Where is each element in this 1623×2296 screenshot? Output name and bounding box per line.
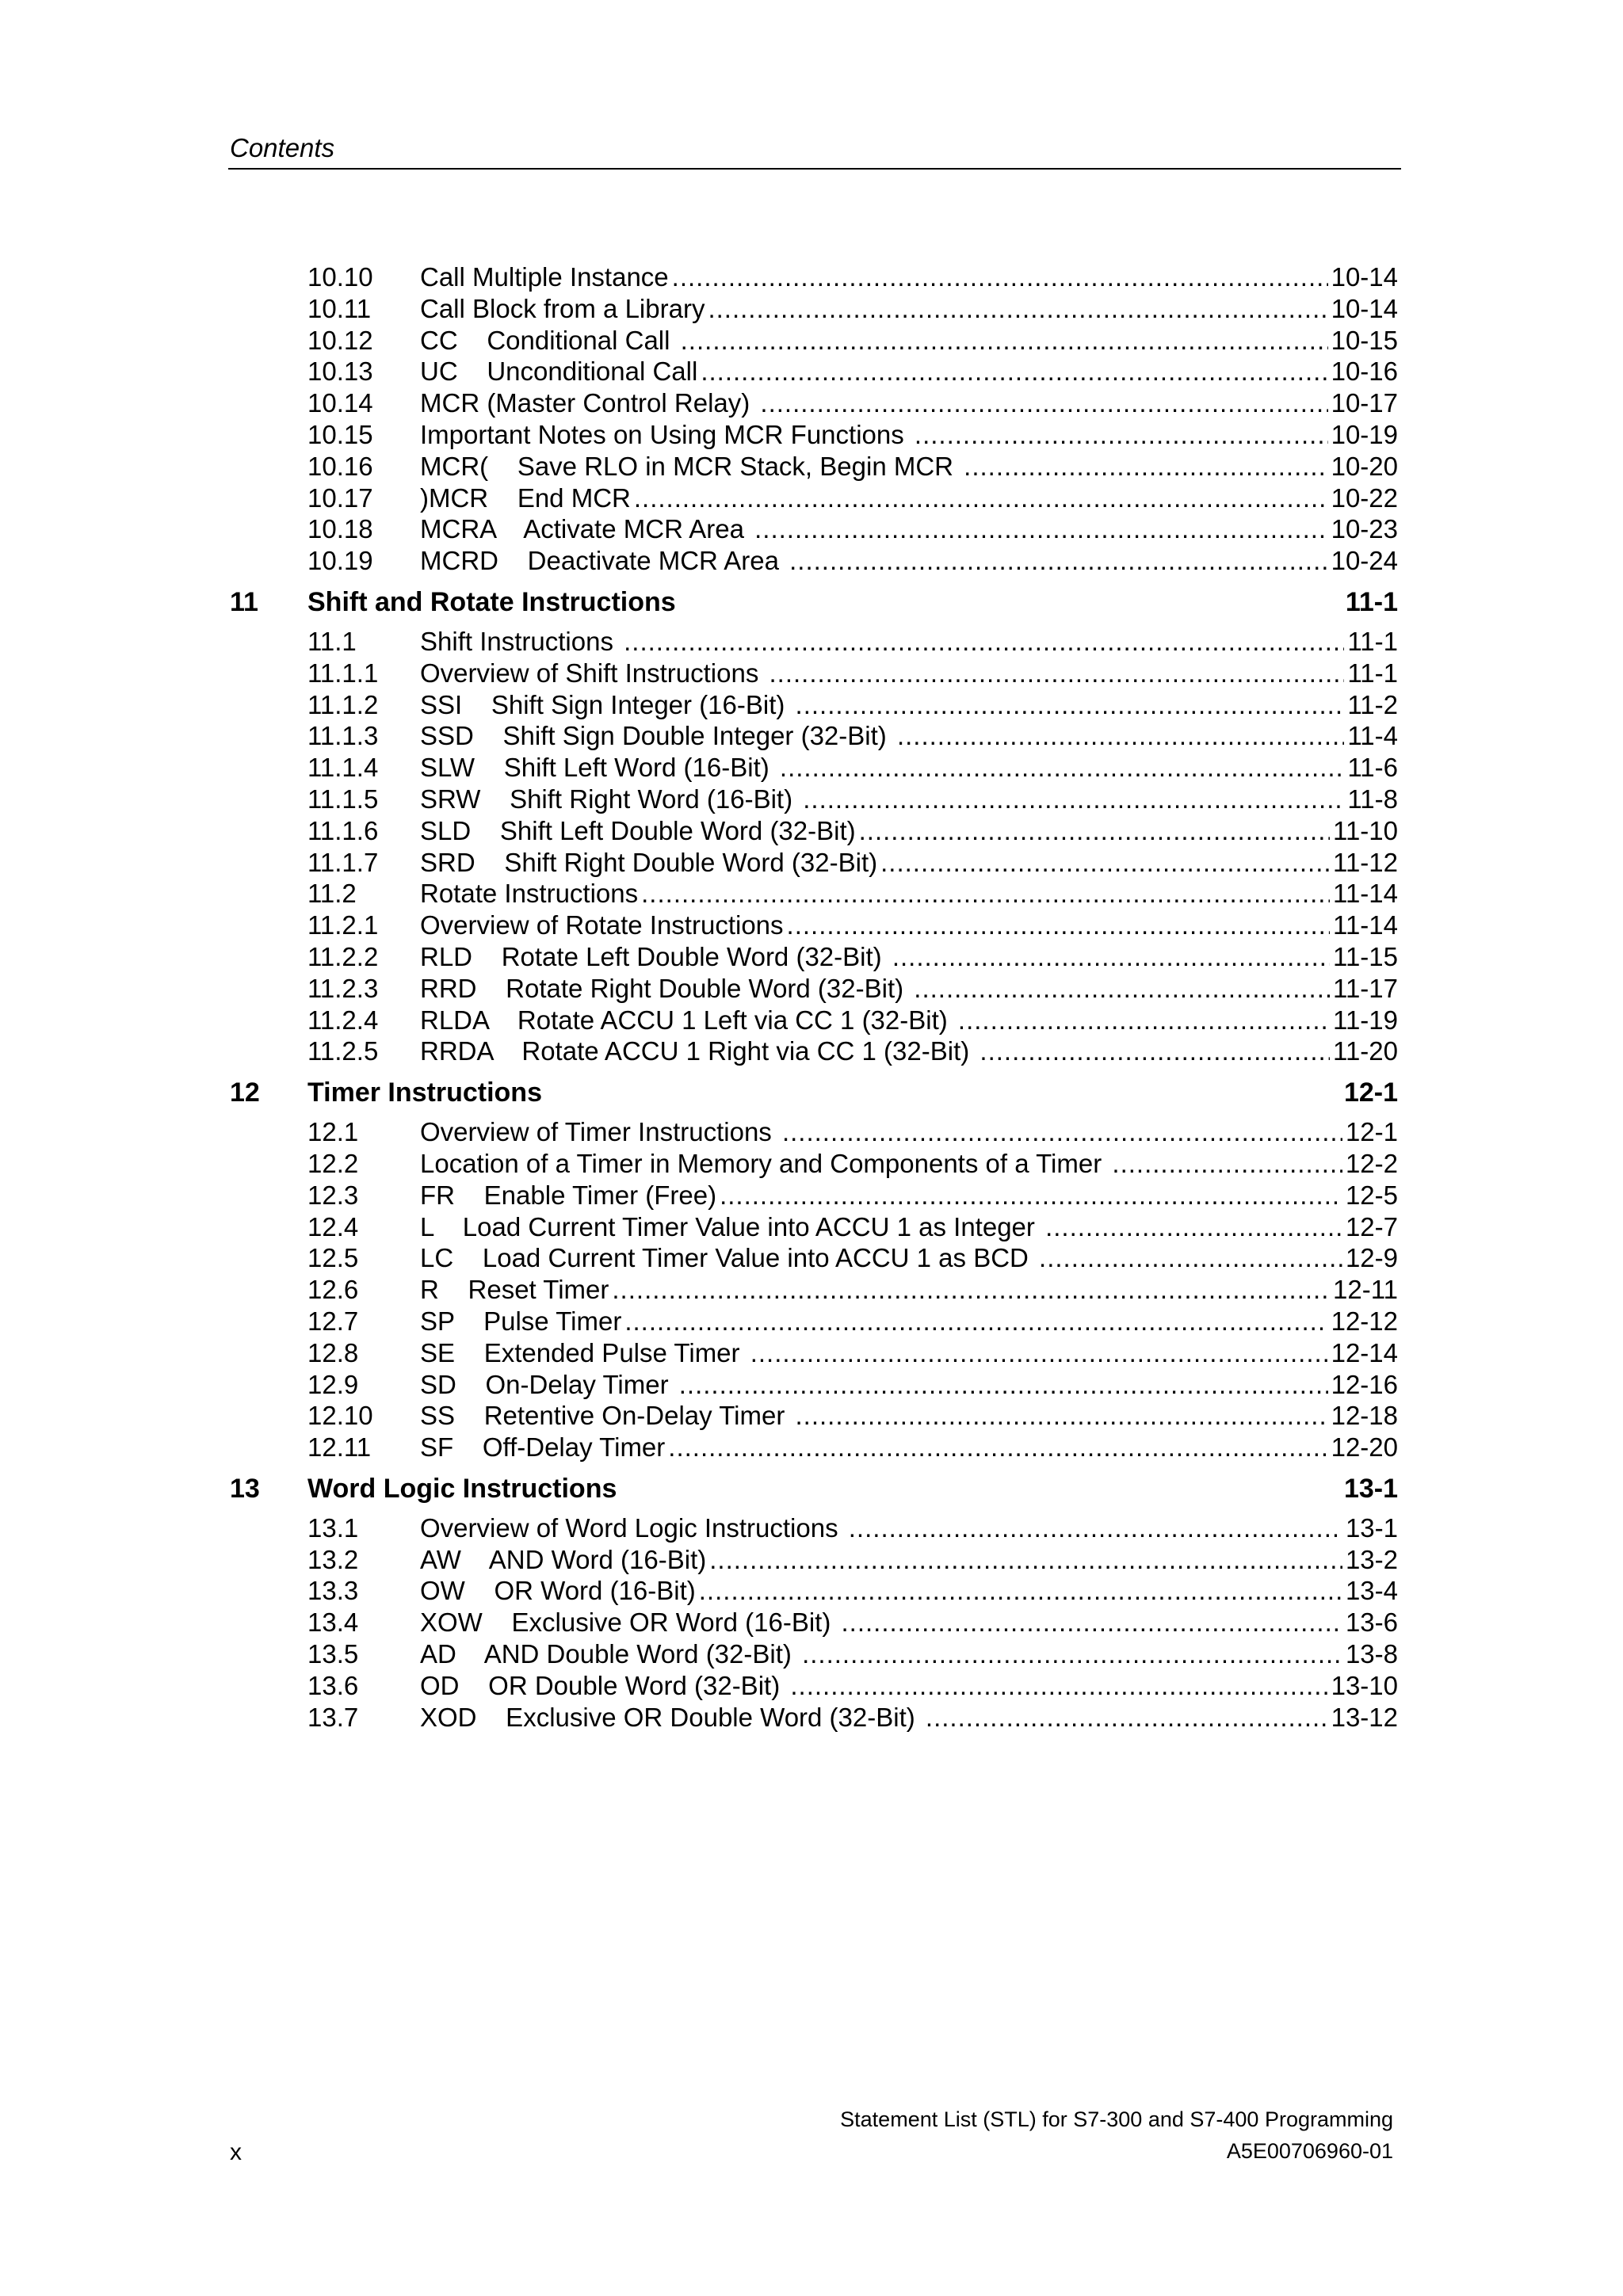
- dot-leader: [790, 1670, 1327, 1702]
- toc-entry-number: 11.1.2: [307, 689, 379, 719]
- toc-entry-page: 13-10: [1331, 1670, 1398, 1700]
- toc-entry-page: 11-8: [1347, 784, 1398, 814]
- toc-entry-number: 11.2.4: [307, 1005, 379, 1035]
- toc-entry-page: 10-15: [1331, 325, 1398, 355]
- toc-entry[interactable]: [230, 1306, 1398, 1337]
- toc-entry-title: LC Load Current Timer Value into ACCU 1 as BCD: [420, 1243, 1037, 1273]
- toc-entry-number: 11.2.3: [307, 973, 379, 1003]
- dot-leader: [958, 1005, 1330, 1036]
- toc-entry-title: MCRA Activate MCR Area: [420, 514, 752, 544]
- toc-entry-title: SS Retentive On-Delay Timer: [420, 1401, 792, 1431]
- toc-entry[interactable]: [230, 451, 1398, 482]
- dot-leader: [926, 1702, 1328, 1733]
- toc-entry-title: R Reset Timer: [420, 1275, 609, 1305]
- dot-leader: [964, 451, 1327, 482]
- toc-entry-number: 12.5: [307, 1243, 359, 1273]
- dot-leader: [1112, 1148, 1342, 1180]
- toc-entry[interactable]: [230, 293, 1398, 325]
- toc-entry-page: 11-20: [1333, 1036, 1398, 1066]
- dot-leader: [859, 815, 1330, 847]
- dot-leader: [760, 387, 1327, 419]
- toc-entry-page: 11-15: [1333, 941, 1398, 971]
- toc-entry-number: 10.13: [307, 357, 373, 387]
- toc-entry-number: 11.1.3: [307, 721, 379, 751]
- toc-entry[interactable]: [230, 1544, 1398, 1576]
- dot-leader: [754, 513, 1327, 545]
- toc-entry-page: 11-12: [1333, 847, 1398, 877]
- toc-entry-title: CC Conditional Call: [420, 325, 678, 355]
- toc-entry[interactable]: [230, 1670, 1398, 1702]
- toc-entry-number: 12.2: [307, 1148, 359, 1178]
- dot-leader: [803, 784, 1344, 815]
- chapter-page: 11-1: [1345, 586, 1398, 617]
- dot-leader: [796, 689, 1345, 721]
- toc-entry-number: 11.2.1: [307, 910, 379, 940]
- toc-entry-number: 13.2: [307, 1544, 359, 1574]
- dot-leader: [612, 1274, 1330, 1306]
- toc-entry-title: RLDA Rotate ACCU 1 Left via CC 1 (32-Bit): [420, 1005, 955, 1035]
- toc-entry[interactable]: [230, 1180, 1398, 1211]
- toc-entry-title: Rotate Instructions: [420, 879, 639, 909]
- toc-entry-title: MCRD Deactivate MCR Area: [420, 546, 787, 576]
- toc-entry-page: 12-12: [1331, 1306, 1398, 1336]
- dot-leader: [624, 626, 1344, 658]
- toc-entry-number: 10.12: [307, 325, 373, 355]
- toc-entry-page: 11-19: [1333, 1005, 1398, 1035]
- page-number: x: [230, 2139, 242, 2165]
- dot-leader: [897, 720, 1344, 752]
- toc-entry[interactable]: [230, 513, 1398, 545]
- toc-entry[interactable]: [230, 910, 1398, 941]
- dot-leader: [780, 752, 1344, 784]
- toc-entry-page: 13-2: [1345, 1544, 1398, 1574]
- toc-entry-number: 12.1: [307, 1117, 359, 1147]
- dot-leader: [787, 910, 1331, 941]
- chapter-page: 13-1: [1343, 1473, 1398, 1504]
- toc-entry-title: RRDA Rotate ACCU 1 Right via CC 1 (32-Bit): [420, 1036, 977, 1066]
- toc-entry[interactable]: [230, 1274, 1398, 1306]
- dot-leader: [699, 1575, 1342, 1607]
- dot-leader: [634, 482, 1328, 514]
- toc-entry-page: 10-22: [1331, 482, 1398, 513]
- toc-entry-number: 12.8: [307, 1337, 359, 1367]
- toc-entry-title: Call Multiple Instance: [420, 262, 669, 292]
- toc-entry-number: 13.4: [307, 1608, 359, 1638]
- toc-entry[interactable]: [230, 815, 1398, 847]
- footer-doc-id: A5E00706960-01: [1226, 2139, 1393, 2163]
- toc-entry[interactable]: [230, 1005, 1398, 1036]
- toc-entry-page: 10-14: [1331, 262, 1398, 292]
- toc-entry[interactable]: [230, 1400, 1398, 1432]
- dot-leader: [624, 1306, 1327, 1337]
- toc-entry-title: Overview of Timer Instructions: [420, 1117, 779, 1147]
- chapter-number: 11: [230, 586, 258, 617]
- chapter-page: 12-1: [1343, 1077, 1398, 1108]
- toc-entry-number: 12.11: [307, 1432, 372, 1463]
- toc-entry-page: 12-18: [1331, 1401, 1398, 1431]
- toc-entry-page: 12-9: [1345, 1243, 1398, 1273]
- toc-entry-number: 10.10: [307, 262, 373, 292]
- toc-entry-number: 11.1.6: [307, 815, 379, 845]
- toc-entry-number: 13.1: [307, 1512, 359, 1543]
- toc-entry[interactable]: [230, 1148, 1398, 1180]
- toc-entry-number: 10.17: [307, 482, 373, 513]
- toc-entry[interactable]: [230, 1607, 1398, 1638]
- toc-entry-number: 12.3: [307, 1180, 359, 1210]
- dot-leader: [641, 878, 1330, 910]
- dot-leader: [841, 1607, 1342, 1638]
- toc-entry[interactable]: [230, 658, 1398, 689]
- dot-leader: [708, 293, 1327, 325]
- toc-entry-title: SRW Shift Right Word (16-Bit): [420, 784, 800, 814]
- toc-entry[interactable]: [230, 1369, 1398, 1401]
- chapter-number: 13: [230, 1473, 260, 1504]
- dot-leader: [672, 261, 1328, 293]
- toc-entry[interactable]: [230, 1512, 1398, 1544]
- toc-entry-number: 11.1: [307, 626, 357, 656]
- toc-entry-title: SF Off-Delay Timer: [420, 1432, 666, 1463]
- toc-entry-page: 11-4: [1347, 721, 1398, 751]
- header-rule: [228, 168, 1401, 170]
- toc-entry-number: 13.7: [307, 1702, 359, 1732]
- toc-entry-title: Shift Instructions: [420, 626, 621, 656]
- toc-entry-number: 10.18: [307, 514, 373, 544]
- toc-entry-page: 10-20: [1331, 451, 1398, 481]
- toc-entry-title: XOD Exclusive OR Double Word (32-Bit): [420, 1702, 922, 1732]
- dot-leader: [679, 1369, 1328, 1401]
- toc-entry-page: 13-8: [1345, 1639, 1398, 1669]
- chapter-title: Timer Instructions: [307, 1077, 542, 1108]
- toc-entry-title: Important Notes on Using MCR Functions: [420, 419, 911, 449]
- toc-entry-title: RRD Rotate Right Double Word (32-Bit): [420, 973, 911, 1003]
- toc-entry-page: 12-1: [1345, 1117, 1398, 1147]
- toc-entry-page: 10-17: [1331, 388, 1398, 418]
- toc-entry-title: RLD Rotate Left Double Word (32-Bit): [420, 941, 889, 971]
- dot-leader: [701, 356, 1327, 387]
- toc-entry-title: OD OR Double Word (32-Bit): [420, 1670, 788, 1700]
- toc-entry-number: 10.11: [307, 293, 372, 323]
- toc-entry-page: 12-2: [1345, 1148, 1398, 1178]
- toc-entry-page: 11-1: [1347, 658, 1398, 688]
- chapter-title: Word Logic Instructions: [307, 1473, 617, 1504]
- dot-leader: [880, 847, 1330, 879]
- toc-entry[interactable]: [230, 847, 1398, 879]
- toc-entry-page: 12-20: [1331, 1432, 1398, 1463]
- dot-leader: [750, 1337, 1328, 1369]
- toc-entry-page: 11-2: [1347, 689, 1398, 719]
- toc-entry-page: 10-19: [1331, 419, 1398, 449]
- toc-entry-title: AD AND Double Word (32-Bit): [420, 1639, 800, 1669]
- toc-entry-title: SLW Shift Left Word (16-Bit): [420, 753, 777, 783]
- toc-entry-number: 11.2.5: [307, 1036, 379, 1066]
- toc-entry-title: SLD Shift Left Double Word (32-Bit): [420, 815, 856, 845]
- toc-entry-page: 10-23: [1331, 514, 1398, 544]
- toc-entry-page: 13-6: [1345, 1608, 1398, 1638]
- toc-entry-number: 12.7: [307, 1306, 359, 1336]
- toc-entry[interactable]: [230, 261, 1398, 293]
- toc-entry-page: 12-5: [1345, 1180, 1398, 1210]
- toc-entry-title: SP Pulse Timer: [420, 1306, 622, 1336]
- toc-entry-title: Location of a Timer in Memory and Components of a Timer: [420, 1148, 1109, 1178]
- toc-entry-page: 11-6: [1347, 753, 1398, 783]
- toc-entry-page: 10-24: [1331, 546, 1398, 576]
- dot-leader: [914, 973, 1330, 1005]
- toc-entry-title: XOW Exclusive OR Word (16-Bit): [420, 1608, 838, 1638]
- toc-entry[interactable]: [230, 973, 1398, 1005]
- toc-entry-title: Overview of Rotate Instructions: [420, 910, 784, 940]
- toc-entry-number: 11.1.7: [307, 847, 379, 877]
- toc-entry[interactable]: [230, 1638, 1398, 1670]
- toc-entry-title: UC Unconditional Call: [420, 357, 698, 387]
- toc-entry-number: 10.19: [307, 546, 373, 576]
- toc-entry-number: 10.15: [307, 419, 373, 449]
- dot-leader: [915, 419, 1328, 451]
- toc-entry-number: 11.1.5: [307, 784, 379, 814]
- toc-entry[interactable]: [230, 878, 1398, 910]
- toc-entry-number: 11.2: [307, 879, 357, 909]
- toc-entry-number: 10.16: [307, 451, 373, 481]
- toc-entry-number: 11.1.4: [307, 753, 379, 783]
- toc-entry-title: FR Enable Timer (Free): [420, 1180, 717, 1210]
- toc-entry-title: MCR (Master Control Relay): [420, 388, 758, 418]
- toc-entry-page: 11-17: [1333, 973, 1398, 1003]
- toc-entry-page: 10-14: [1331, 293, 1398, 323]
- toc-entry-title: )MCR End MCR: [420, 482, 631, 513]
- toc-entry[interactable]: [230, 1116, 1398, 1148]
- toc-entry-title: Overview of Word Logic Instructions: [420, 1512, 846, 1543]
- toc-entry[interactable]: [230, 482, 1398, 514]
- toc-entry[interactable]: [230, 1242, 1398, 1274]
- toc-entry[interactable]: [230, 626, 1398, 658]
- dot-leader: [1039, 1242, 1342, 1274]
- toc-entry[interactable]: [230, 1035, 1398, 1067]
- toc-entry-title: L Load Current Timer Value into ACCU 1 as Integer: [420, 1211, 1043, 1241]
- toc-entry-number: 10.14: [307, 388, 373, 418]
- toc-entry-title: SSI Shift Sign Integer (16-Bit): [420, 689, 792, 719]
- toc-entry-page: 12-14: [1331, 1337, 1398, 1367]
- toc-entry-page: 13-1: [1345, 1512, 1398, 1543]
- toc-entry-page: 13-12: [1331, 1702, 1398, 1732]
- table-of-contents: [230, 261, 1398, 1733]
- toc-entry[interactable]: [230, 752, 1398, 784]
- toc-entry-number: 13.6: [307, 1670, 359, 1700]
- toc-entry-page: 13-4: [1345, 1576, 1398, 1606]
- running-header: Contents: [230, 133, 335, 162]
- dot-leader: [681, 325, 1328, 357]
- toc-entry-number: 12.6: [307, 1275, 359, 1305]
- toc-entry[interactable]: [230, 325, 1398, 357]
- toc-entry-page: 10-16: [1331, 357, 1398, 387]
- toc-entry[interactable]: [230, 1211, 1398, 1243]
- toc-entry-page: 11-10: [1333, 815, 1398, 845]
- toc-entry[interactable]: [230, 356, 1398, 387]
- toc-entry[interactable]: [230, 387, 1398, 419]
- toc-entry[interactable]: [230, 1575, 1398, 1607]
- toc-chapter-heading[interactable]: [230, 1465, 1398, 1512]
- dot-leader: [709, 1544, 1342, 1576]
- toc-chapter-heading[interactable]: [230, 578, 1398, 626]
- dot-leader: [668, 1432, 1327, 1463]
- toc-entry-number: 12.4: [307, 1211, 359, 1241]
- toc-entry-page: 11-14: [1333, 910, 1398, 940]
- toc-entry[interactable]: [230, 1432, 1398, 1463]
- dot-leader: [789, 545, 1327, 577]
- footer-book-title: Statement List (STL) for S7-300 and S7-400 Programming: [840, 2107, 1393, 2131]
- toc-entry-title: Overview of Shift Instructions: [420, 658, 766, 688]
- toc-entry-title: MCR( Save RLO in MCR Stack, Begin MCR: [420, 451, 961, 481]
- dot-leader: [720, 1180, 1342, 1211]
- toc-entry-title: SD On-Delay Timer: [420, 1369, 676, 1399]
- toc-entry[interactable]: [230, 689, 1398, 721]
- toc-entry-number: 13.3: [307, 1576, 359, 1606]
- toc-entry[interactable]: [230, 545, 1398, 577]
- dot-leader: [980, 1035, 1330, 1067]
- toc-entry-page: 12-16: [1331, 1369, 1398, 1399]
- toc-entry-page: 12-7: [1345, 1211, 1398, 1241]
- toc-entry-title: Call Block from a Library: [420, 293, 705, 323]
- toc-entry-title: SRD Shift Right Double Word (32-Bit): [420, 847, 878, 877]
- toc-entry-title: SSD Shift Sign Double Integer (32-Bit): [420, 721, 894, 751]
- dot-leader: [782, 1116, 1342, 1148]
- toc-entry[interactable]: [230, 941, 1398, 973]
- toc-chapter-heading[interactable]: [230, 1069, 1398, 1116]
- dot-leader: [892, 941, 1330, 973]
- toc-entry-number: 11.2.2: [307, 941, 379, 971]
- toc-entry-title: SE Extended Pulse Timer: [420, 1337, 747, 1367]
- dot-leader: [802, 1638, 1342, 1670]
- toc-entry-number: 11.1.1: [307, 658, 379, 688]
- toc-entry-title: AW AND Word (16-Bit): [420, 1544, 707, 1574]
- toc-entry[interactable]: [230, 419, 1398, 451]
- toc-entry-title: OW OR Word (16-Bit): [420, 1576, 696, 1606]
- dot-leader: [1045, 1211, 1342, 1243]
- chapter-number: 12: [230, 1077, 260, 1108]
- toc-entry-number: 12.9: [307, 1369, 359, 1399]
- toc-entry-number: 12.10: [307, 1401, 373, 1431]
- toc-entry-number: 13.5: [307, 1639, 359, 1669]
- toc-entry[interactable]: [230, 1702, 1398, 1733]
- chapter-title: Shift and Rotate Instructions: [307, 586, 676, 617]
- dot-leader: [796, 1400, 1328, 1432]
- toc-entry[interactable]: [230, 784, 1398, 815]
- toc-entry-page: 12-11: [1333, 1275, 1398, 1305]
- dot-leader: [769, 658, 1345, 689]
- toc-entry-page: 11-1: [1347, 626, 1398, 656]
- toc-entry[interactable]: [230, 1337, 1398, 1369]
- toc-entry[interactable]: [230, 720, 1398, 752]
- toc-entry-page: 11-14: [1333, 879, 1398, 909]
- dot-leader: [849, 1512, 1342, 1544]
